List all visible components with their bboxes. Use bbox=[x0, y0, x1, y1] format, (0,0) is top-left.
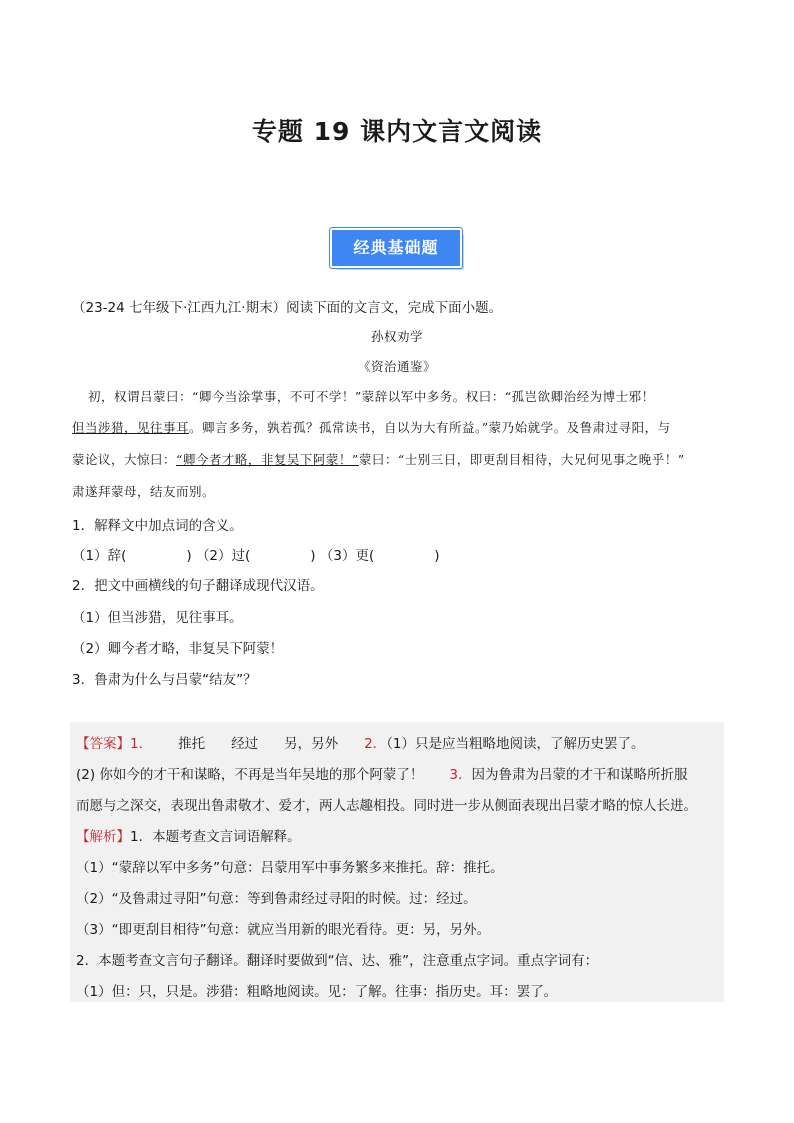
badge-label: 经典基础题 bbox=[330, 228, 462, 268]
passage-line-1: 初，权谓吕蒙曰：“卿今当涂掌事，不可不学！”蒙辞以军中多务。权曰：“孤岂欲卿治经为博士邪！ bbox=[88, 389, 655, 404]
analysis-line-3: （2）“及鲁肃过寻阳”句意：等到鲁肃经过寻阳的时候。过：经过。 bbox=[76, 891, 477, 907]
passage-line-2: 但当涉猎，见往事耳。卿言多务，孰若孤？孤常读书，自以为大有所益。”蒙乃始就学。及鲁肃过寻阳，与 bbox=[72, 420, 671, 435]
passage-line-4: 肃遂拜蒙母，结友而别。 bbox=[72, 484, 216, 499]
analysis-line-1: 【解析】1．本题考查文言词语解释。 bbox=[76, 829, 301, 845]
underlined-sentence-2: “卿今者才略，非复吴下阿蒙！” bbox=[176, 452, 359, 467]
page-title: 专题 19 课内文言文阅读 bbox=[251, 117, 543, 146]
analysis-line-4: （3）“即更刮目相待”句意：就应当用新的眼光看待。更：另，另外。 bbox=[76, 922, 491, 938]
underlined-sentence-1: 但当涉猎，见往事耳 bbox=[72, 420, 190, 435]
analysis-line-5: 2．本题考查文言句子翻译。翻译时要做到“信、达、雅”，注意重点字词。重点字词有： bbox=[76, 953, 599, 969]
analysis-line-2: （1）“蒙辞以军中多务”句意：吕蒙用军中事务繁多来推托。辞：推托。 bbox=[76, 860, 504, 876]
passage-line-3: 蒙论议，大惊曰：“卿今者才略，非复吴下阿蒙！”蒙曰：“士别三日，即更刮目相待，大兄何见事之晚乎！” bbox=[72, 452, 685, 467]
passage-book: 《资治通鉴》 bbox=[357, 359, 436, 374]
question-2-2: （2）卿今者才略，非复吴下阿蒙！ bbox=[72, 641, 284, 657]
question-source: （23-24 七年级下·江西九江·期末）阅读下面的文言文，完成下面小题。 bbox=[72, 300, 503, 316]
question-2: 2．把文中画横线的句子翻译成现代汉语。 bbox=[72, 578, 324, 594]
question-2-1: （1）但当涉猎，见往事耳。 bbox=[72, 610, 243, 626]
question-3: 3．鲁肃为什么与吕蒙“结友”？ bbox=[72, 672, 257, 688]
answer-line-2: (2) 你如今的才干和谋略，不再是当年吴地的那个阿蒙了！ 3．因为鲁肃为吕蒙的才干和谋略所折服 bbox=[76, 767, 688, 783]
question-1: 1．解释文中加点词的含义。 bbox=[72, 518, 243, 534]
answer-label: 【答案】 bbox=[76, 736, 130, 752]
section-badge bbox=[330, 228, 466, 272]
answer-line-1: 【答案】1． 推托 经过 另，另外 2．（1）只是应当粗略地阅读，了解历史罢了。 bbox=[76, 736, 645, 752]
question-1-items: （1）辞( ) （2）过( ) （3）更( ) bbox=[72, 548, 440, 564]
answer-line-3: 而愿与之深交，表现出鲁肃敬才、爱才，两人志趣相投。同时进一步从侧面表现出吕蒙才略的惊人长进。 bbox=[76, 798, 697, 814]
analysis-line-6: （1）但：只，只是。涉猎：粗略地阅读。见：了解。往事：指历史。耳：罢了。 bbox=[76, 984, 558, 1000]
passage-heading: 孙权劝学 bbox=[370, 329, 423, 344]
analysis-label: 【解析】 bbox=[76, 829, 130, 845]
